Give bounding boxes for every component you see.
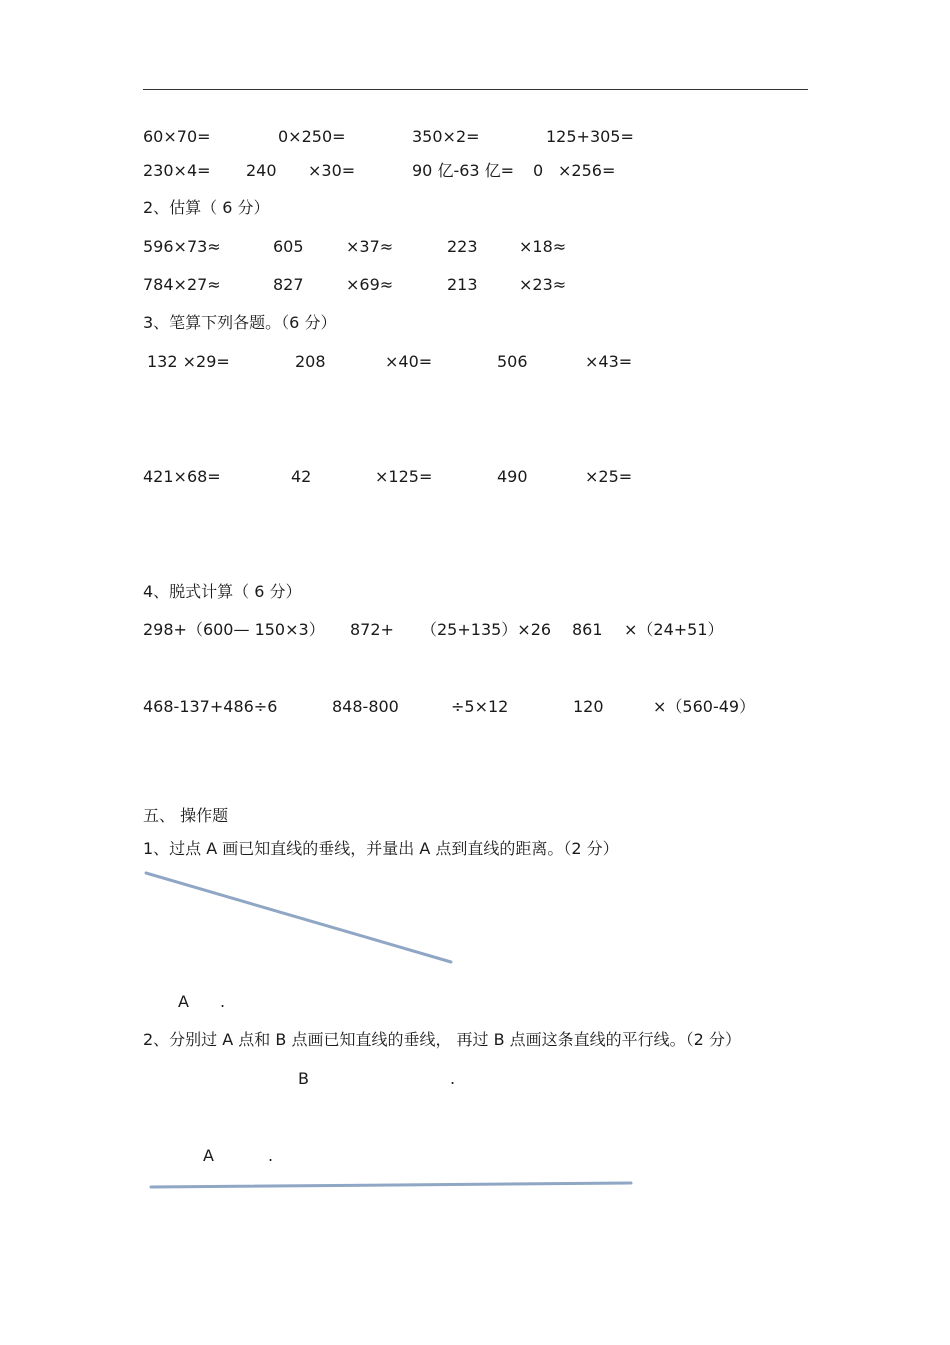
given-line-q2 — [151, 1183, 631, 1187]
problem-text: ×43= — [585, 352, 633, 371]
problem-text: 132 ×29= — [147, 352, 230, 371]
problem-text: 0×250= — [278, 127, 346, 146]
problem-text: ×256= — [558, 161, 616, 180]
problem-text: 223 — [447, 237, 478, 256]
problem-text: 350×2= — [412, 127, 480, 146]
section-heading: 3、笔算下列各题。（6 分） — [143, 313, 337, 332]
problem-text: ×（560-49） — [653, 697, 756, 716]
problem-text: 208 — [295, 352, 326, 371]
section-heading: 五、 操作题 — [143, 806, 229, 825]
section-heading: 2、估算（ 6 分） — [143, 198, 270, 217]
problem-text: ×23≈ — [519, 275, 567, 294]
question-text: 2、分别过 A 点和 B 点画已知直线的垂线， 再过 B 点画这条直线的平行线。（2 分） — [143, 1030, 741, 1049]
problem-text: ×37≈ — [346, 237, 394, 256]
problem-text: 42 — [291, 467, 312, 486]
point-dot-a: . — [220, 992, 226, 1011]
problem-text: ×（24+51） — [624, 620, 724, 639]
problem-text: 125+305= — [546, 127, 634, 146]
problem-text: ×125= — [375, 467, 433, 486]
problem-text: ×30= — [308, 161, 356, 180]
problem-text: ×18≈ — [519, 237, 567, 256]
problem-text: 298+（600— 150×3） — [143, 620, 325, 639]
problem-text: 421×68= — [143, 467, 221, 486]
problem-text: 213 — [447, 275, 478, 294]
point-label-b: B — [298, 1069, 309, 1088]
problem-text: ×40= — [385, 352, 433, 371]
point-dot-b: . — [450, 1069, 456, 1088]
header-rule — [143, 89, 808, 90]
problem-text: 506 — [497, 352, 528, 371]
problem-text: 827 — [273, 275, 304, 294]
point-dot-a: . — [268, 1146, 274, 1165]
problem-text: 490 — [497, 467, 528, 486]
problem-text: （25+135）×26 — [421, 620, 552, 639]
problem-text: 596×73≈ — [143, 237, 221, 256]
given-line-q1 — [146, 873, 451, 962]
problem-text: 861 — [572, 620, 603, 639]
problem-text: 468-137+486÷6 — [143, 697, 278, 716]
problem-text: 605 — [273, 237, 304, 256]
problem-text: 90 亿-63 亿= — [412, 161, 515, 180]
problem-text: ×25= — [585, 467, 633, 486]
point-label-a: A — [178, 992, 189, 1011]
problem-text: 848-800 — [332, 697, 399, 716]
problem-text: ÷5×12 — [451, 697, 509, 716]
problem-text: 872+ — [350, 620, 394, 639]
problem-text: 60×70= — [143, 127, 211, 146]
point-label-a: A — [203, 1146, 214, 1165]
question-text: 1、过点 A 画已知直线的垂线，并量出 A 点到直线的距离。（2 分） — [143, 839, 619, 858]
problem-text: 120 — [573, 697, 604, 716]
problem-text: 0 — [533, 161, 544, 180]
problem-text: ×69≈ — [346, 275, 394, 294]
problem-text: 784×27≈ — [143, 275, 221, 294]
problem-text: 230×4= — [143, 161, 211, 180]
problem-text: 240 — [246, 161, 277, 180]
section-heading: 4、脱式计算（ 6 分） — [143, 582, 302, 601]
